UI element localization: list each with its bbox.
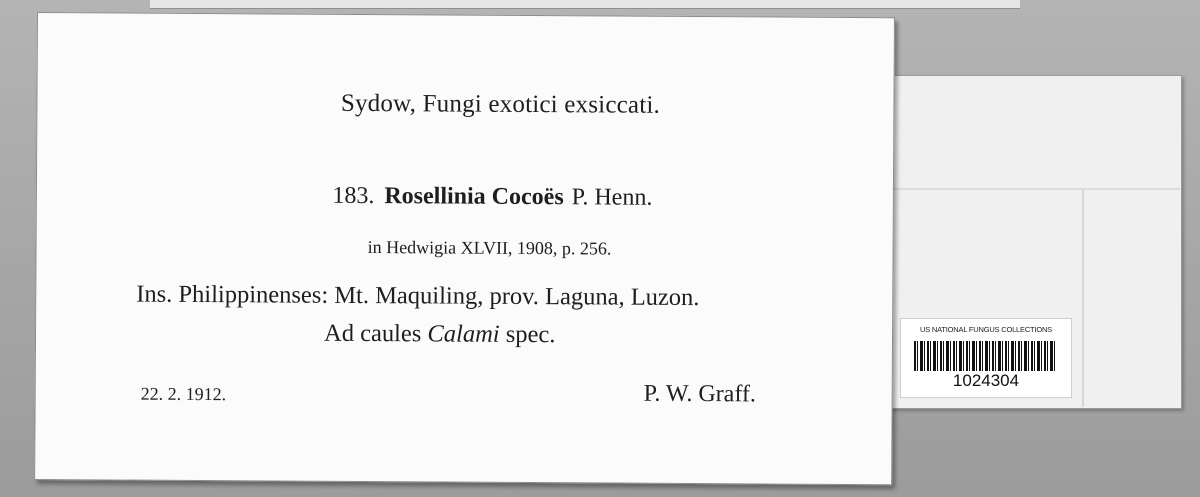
substrate-line: [324, 320, 556, 349]
barcode-caption: US NATIONAL FUNGUS COLLECTIONS: [920, 325, 1052, 334]
taxon-author: P. Henn.: [571, 184, 653, 211]
locality-line: Ins. Philippinenses: Mt. Maquiling, prov. Laguna, Luzon.: [136, 280, 700, 312]
taxon-name: Rosellinia Cocoës: [384, 183, 564, 211]
publication-citation: in Hedwigia XLVII, 1908, p. 256.: [367, 237, 612, 259]
barcode-number: 1024304: [952, 371, 1020, 390]
barcode-label: [900, 318, 1072, 398]
packet-fold-horizontal: [878, 188, 1180, 190]
herbarium-sheet-edge: [150, 0, 1020, 9]
substrate-suffix: spec.: [505, 320, 556, 349]
barcode-bars: [914, 341, 1056, 371]
substrate-species: Calami: [427, 320, 500, 348]
substrate-prefix: Ad caules: [323, 319, 422, 348]
packet-fold-vertical: [1082, 188, 1084, 407]
series-title: Sydow, Fungi exotici exsiccati.: [340, 89, 661, 119]
taxon-line: [37, 181, 893, 213]
collector-name: P. W. Graff.: [643, 380, 756, 408]
collection-date: 22. 2. 1912.: [140, 383, 227, 405]
exsiccata-number: 183.: [332, 182, 375, 210]
specimen-label: [34, 12, 895, 485]
